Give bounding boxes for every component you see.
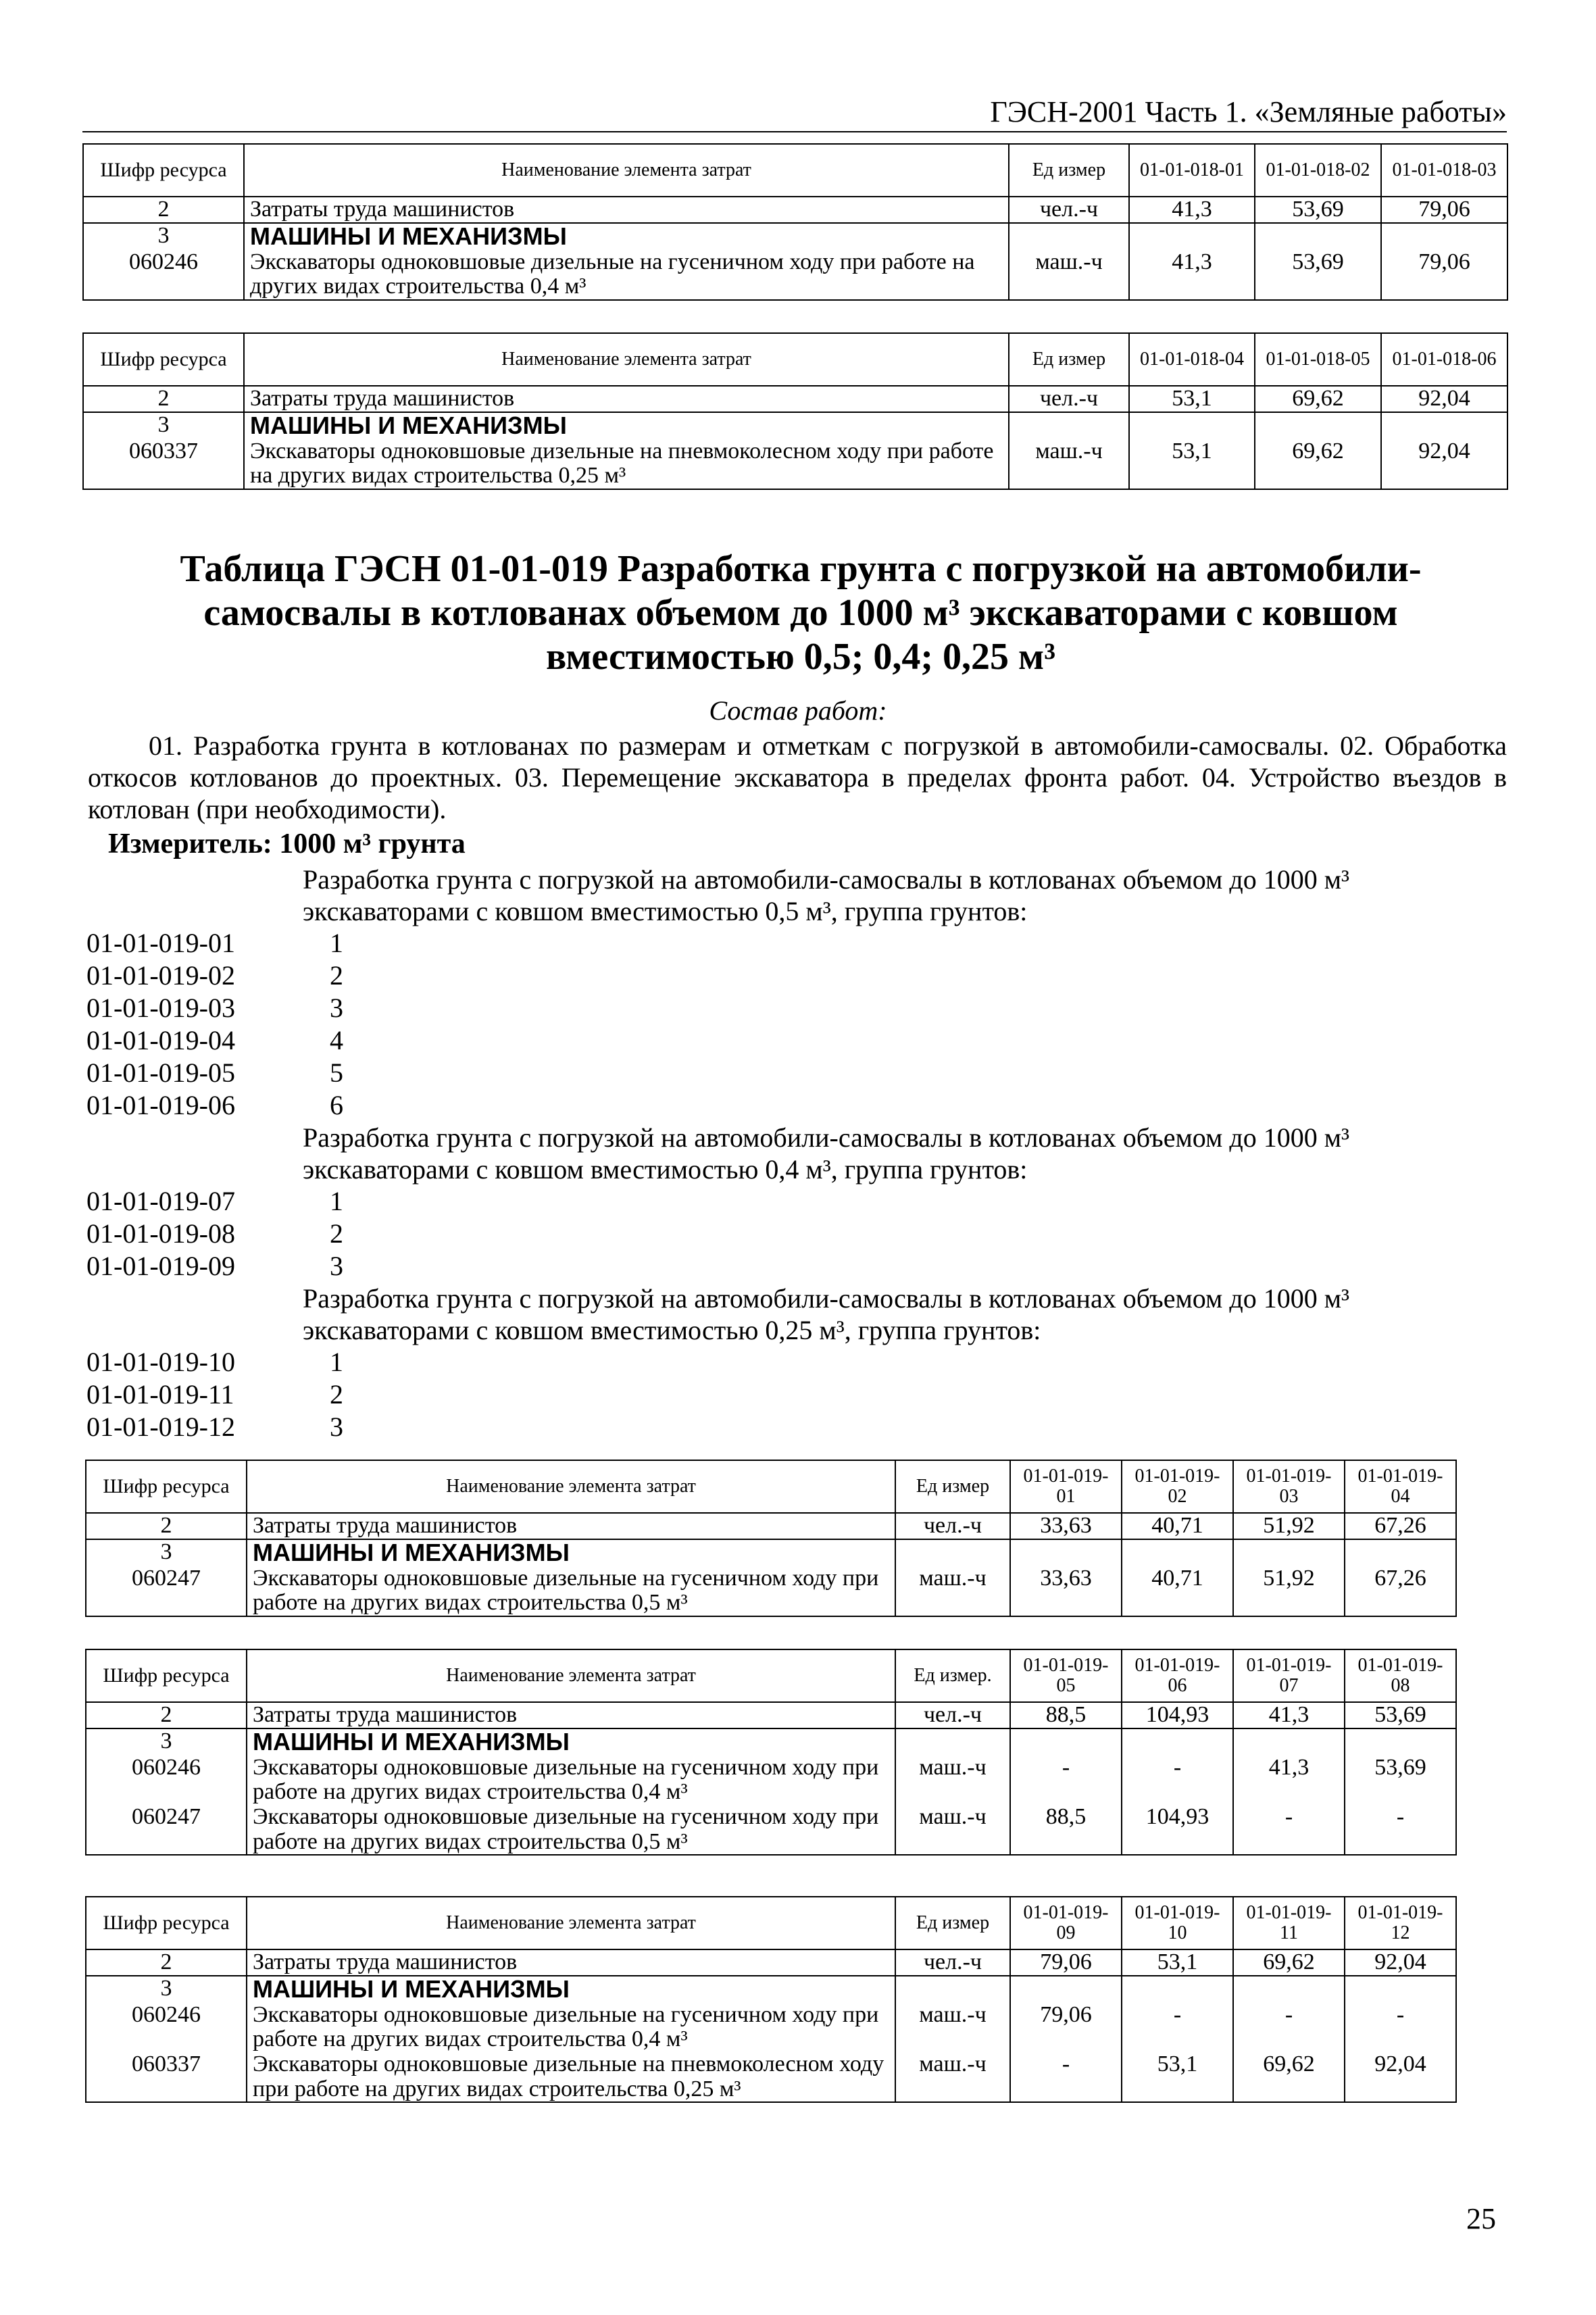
rate-code-row <box>86 928 343 958</box>
rate-code: 01-01-019-01 <box>86 928 235 958</box>
resource-unit: маш.-ч <box>895 1566 1010 1616</box>
col-header-rate: 01-01-019-05 <box>1010 1649 1122 1702</box>
col-header-rate: 01-01-018-06 <box>1381 333 1507 386</box>
rate-code-row <box>86 1186 343 1216</box>
col-header-code: Шифр ресурса <box>86 1897 247 1949</box>
rate-code: 01-01-019-04 <box>86 1025 235 1055</box>
rate-code: 01-01-019-05 <box>86 1057 235 1088</box>
col-header-rate: 01-01-019-10 <box>1122 1897 1233 1949</box>
rate-value: 51,92 <box>1233 1513 1345 1539</box>
composition-label: Состав работ: <box>709 695 887 726</box>
col-header-name: Наименование элемента затрат <box>247 1460 895 1513</box>
col-header-rate: 01-01-019-12 <box>1345 1897 1456 1949</box>
col-header-unit: Ед измер <box>895 1897 1010 1949</box>
rate-value: 53,69 <box>1345 1756 1456 1805</box>
resource-code: 2 <box>86 1949 247 1976</box>
col-header-name: Наименование элемента затрат <box>247 1897 895 1949</box>
resource-unit: маш.-ч <box>1009 439 1129 489</box>
resource-table-019-a <box>85 1460 1457 1617</box>
section-title: МАШИНЫ И МЕХАНИЗМЫ <box>247 1976 895 2003</box>
rate-value: 69,62 <box>1233 2052 1345 2102</box>
soil-group: 2 <box>330 960 343 991</box>
rate-value: 69,62 <box>1233 1949 1345 1976</box>
col-header-rate: 01-01-018-01 <box>1129 144 1255 197</box>
machine-row <box>86 1756 1456 1805</box>
rate-value: 104,93 <box>1122 1805 1233 1855</box>
col-header-unit: Ед измер <box>1009 333 1129 386</box>
section-row <box>83 223 1507 250</box>
rate-code: 01-01-019-10 <box>86 1347 235 1377</box>
rate-value: 88,5 <box>1010 1702 1122 1728</box>
machine-row <box>86 1566 1456 1616</box>
rate-code-row <box>86 1251 343 1281</box>
soil-group: 3 <box>330 1251 343 1281</box>
col-header-code: Шифр ресурса <box>83 333 244 386</box>
group-description: Разработка грунта с погрузкой на автомобили-самосвалы в котлованах объемом до 1000 м³ экскаваторами с ковшом вместимостью 0,4 м³, группа грунтов: <box>303 1122 1350 1185</box>
soil-group: 2 <box>330 1218 343 1249</box>
page-header: ГЭСН-2001 Часть 1. «Земляные работы» <box>990 95 1507 128</box>
section-row <box>86 1976 1456 2003</box>
rate-value: - <box>1010 1756 1122 1805</box>
resource-table-018-b <box>82 332 1508 490</box>
rate-value: 88,5 <box>1010 1805 1122 1855</box>
rate-value: 53,1 <box>1129 439 1255 489</box>
section-code: 3 <box>86 1539 247 1566</box>
col-header-rate: 01-01-019-01 <box>1010 1460 1122 1513</box>
group-description: Разработка грунта с погрузкой на автомобили-самосвалы в котлованах объемом до 1000 м³ экскаваторами с ковшом вместимостью 0,25 м³, группа грунтов: <box>303 1283 1350 1346</box>
resource-name: Экскаваторы одноковшовые дизельные на гусеничном ходу при работе на других видах строительства 0,4 м³ <box>244 250 1009 300</box>
resource-unit: маш.-ч <box>1009 250 1129 300</box>
col-header-rate: 01-01-019-08 <box>1345 1649 1456 1702</box>
rate-code-row <box>86 993 343 1023</box>
header-divider <box>82 131 1507 132</box>
resource-name: Экскаваторы одноковшовые дизельные на гусеничном ходу при работе на других видах строительства 0,5 м³ <box>247 1805 895 1855</box>
section-code: 3 <box>83 223 244 250</box>
section-title: МАШИНЫ И МЕХАНИЗМЫ <box>244 223 1009 250</box>
machine-row <box>86 2052 1456 2102</box>
rate-code: 01-01-019-07 <box>86 1186 235 1216</box>
rate-value: 41,3 <box>1233 1702 1345 1728</box>
group-description: Разработка грунта с погрузкой на автомобили-самосвалы в котлованах объемом до 1000 м³ экскаваторами с ковшом вместимостью 0,5 м³, группа грунтов: <box>303 864 1350 927</box>
machine-row <box>83 439 1507 489</box>
col-header-unit: Ед измер <box>895 1460 1010 1513</box>
resource-unit: маш.-ч <box>895 2003 1010 2052</box>
section-row <box>83 412 1507 439</box>
col-header-code: Шифр ресурса <box>83 144 244 197</box>
rate-value: 53,1 <box>1129 386 1255 412</box>
rate-code-row <box>86 1347 343 1377</box>
resource-name: Затраты труда машинистов <box>244 197 1009 223</box>
rate-value: - <box>1233 2003 1345 2052</box>
rate-value: - <box>1010 2052 1122 2102</box>
rate-code-row <box>86 1412 343 1442</box>
col-header-code: Шифр ресурса <box>86 1460 247 1513</box>
soil-group: 4 <box>330 1025 343 1055</box>
machine-row <box>83 250 1507 300</box>
soil-group: 3 <box>330 993 343 1023</box>
rate-value: 79,06 <box>1381 197 1507 223</box>
soil-group: 6 <box>330 1090 343 1120</box>
rate-code-row <box>86 1090 343 1120</box>
resource-table-018-a <box>82 143 1508 301</box>
resource-unit: чел.-ч <box>895 1513 1010 1539</box>
resource-code: 060337 <box>83 439 244 489</box>
section-title: МАШИНЫ И МЕХАНИЗМЫ <box>247 1539 895 1566</box>
rate-value: - <box>1122 2003 1233 2052</box>
rate-value: - <box>1122 1756 1233 1805</box>
resource-code: 060337 <box>86 2052 247 2102</box>
resource-name: Затраты труда машинистов <box>244 386 1009 412</box>
section-code: 3 <box>83 412 244 439</box>
page-number: 25 <box>1466 2202 1496 2235</box>
section-row <box>86 1728 1456 1756</box>
rate-value: 53,1 <box>1122 1949 1233 1976</box>
rate-code-row <box>86 1025 343 1055</box>
resource-code: 2 <box>83 386 244 412</box>
section-row <box>86 1539 1456 1566</box>
resource-unit: маш.-ч <box>895 2052 1010 2102</box>
col-header-name: Наименование элемента затрат <box>244 144 1009 197</box>
rate-value: 79,06 <box>1010 2003 1122 2052</box>
composition-text: 01. Разработка грунта в котлованах по размерам и отметкам с погрузкой в автомобили-самосвалы. 02. Обработка откосов котлованов до проектных. 03. Перемещение экскаватора в пределах фронта работ. 04. Устройство въездов в котлован (при необходимости). <box>88 730 1507 825</box>
resource-code: 2 <box>83 197 244 223</box>
labor-row <box>86 1702 1456 1728</box>
col-header-rate: 01-01-019-03 <box>1233 1460 1345 1513</box>
rate-value: 53,1 <box>1122 2052 1233 2102</box>
rate-value: 69,62 <box>1255 386 1381 412</box>
soil-group: 2 <box>330 1379 343 1410</box>
resource-name: Затраты труда машинистов <box>247 1702 895 1728</box>
resource-code: 060246 <box>86 1756 247 1805</box>
rate-value: 67,26 <box>1345 1566 1456 1616</box>
rate-value: 41,3 <box>1129 197 1255 223</box>
col-header-rate: 01-01-018-04 <box>1129 333 1255 386</box>
col-header-rate: 01-01-019-09 <box>1010 1897 1122 1949</box>
resource-unit: чел.-ч <box>1009 386 1129 412</box>
rate-value: - <box>1345 1805 1456 1855</box>
labor-row <box>86 1949 1456 1976</box>
soil-group: 5 <box>330 1057 343 1088</box>
labor-row <box>83 386 1507 412</box>
rate-value: 33,63 <box>1010 1566 1122 1616</box>
rate-code: 01-01-019-06 <box>86 1090 235 1120</box>
rate-value: - <box>1233 1805 1345 1855</box>
rate-code-row <box>86 960 343 991</box>
resource-code: 2 <box>86 1513 247 1539</box>
soil-group: 1 <box>330 1186 343 1216</box>
resource-name: Экскаваторы одноковшовые дизельные на гусеничном ходу при работе на других видах строительства 0,4 м³ <box>247 2003 895 2052</box>
resource-name: Затраты труда машинистов <box>247 1949 895 1976</box>
rate-value: 40,71 <box>1122 1566 1233 1616</box>
resource-unit: чел.-ч <box>895 1949 1010 1976</box>
section-title: МАШИНЫ И МЕХАНИЗМЫ <box>247 1728 895 1756</box>
col-header-rate: 01-01-018-02 <box>1255 144 1381 197</box>
rate-value: 79,06 <box>1010 1949 1122 1976</box>
rate-value: 53,69 <box>1255 250 1381 300</box>
rate-value: 41,3 <box>1129 250 1255 300</box>
resource-table-019-c <box>85 1896 1457 2103</box>
col-header-rate: 01-01-019-04 <box>1345 1460 1456 1513</box>
rate-value: 53,69 <box>1345 1702 1456 1728</box>
resource-name: Экскаваторы одноковшовые дизельные на гусеничном ходу при работе на других видах строительства 0,5 м³ <box>247 1566 895 1616</box>
resource-code: 060246 <box>83 250 244 300</box>
rate-code-row <box>86 1218 343 1249</box>
col-header-rate: 01-01-018-05 <box>1255 333 1381 386</box>
soil-group: 3 <box>330 1412 343 1442</box>
measure-unit: Измеритель: 1000 м³ грунта <box>108 828 466 860</box>
col-header-unit: Ед измер. <box>895 1649 1010 1702</box>
resource-name: Экскаваторы одноковшовые дизельные на пневмоколесном ходу при работе на других видах строительства 0,25 м³ <box>244 439 1009 489</box>
resource-code: 060247 <box>86 1805 247 1855</box>
resource-name: Экскаваторы одноковшовые дизельные на гусеничном ходу при работе на других видах строительства 0,4 м³ <box>247 1756 895 1805</box>
labor-row <box>86 1513 1456 1539</box>
col-header-unit: Ед измер <box>1009 144 1129 197</box>
rate-code: 01-01-019-02 <box>86 960 235 991</box>
rate-code: 01-01-019-08 <box>86 1218 235 1249</box>
labor-row <box>83 197 1507 223</box>
table-title: Таблица ГЭСН 01-01-019 Разработка грунта с погрузкой на автомобили-самосвалы в котлованах объемом до 1000 м³ экскаваторами с ковшом вместимостью 0,5; 0,4; 0,25 м³ <box>180 548 1422 678</box>
resource-unit: маш.-ч <box>895 1756 1010 1805</box>
section-title: МАШИНЫ И МЕХАНИЗМЫ <box>244 412 1009 439</box>
col-header-name: Наименование элемента затрат <box>247 1649 895 1702</box>
section-code: 3 <box>86 1728 247 1756</box>
rate-value: 79,06 <box>1381 250 1507 300</box>
rate-code-row <box>86 1379 343 1410</box>
rate-code: 01-01-019-03 <box>86 993 235 1023</box>
col-header-code: Шифр ресурса <box>86 1649 247 1702</box>
rate-value: 92,04 <box>1381 386 1507 412</box>
rate-value: 51,92 <box>1233 1566 1345 1616</box>
rate-value: 92,04 <box>1381 439 1507 489</box>
resource-code: 2 <box>86 1702 247 1728</box>
col-header-rate: 01-01-018-03 <box>1381 144 1507 197</box>
resource-code: 060247 <box>86 1566 247 1616</box>
resource-name: Затраты труда машинистов <box>247 1513 895 1539</box>
soil-group: 1 <box>330 928 343 958</box>
section-code: 3 <box>86 1976 247 2003</box>
rate-value: 92,04 <box>1345 1949 1456 1976</box>
col-header-rate: 01-01-019-06 <box>1122 1649 1233 1702</box>
resource-unit: чел.-ч <box>1009 197 1129 223</box>
rate-value: 104,93 <box>1122 1702 1233 1728</box>
rate-value: 33,63 <box>1010 1513 1122 1539</box>
rate-value: - <box>1345 2003 1456 2052</box>
resource-unit: маш.-ч <box>895 1805 1010 1855</box>
col-header-rate: 01-01-019-11 <box>1233 1897 1345 1949</box>
resource-name: Экскаваторы одноковшовые дизельные на пневмоколесном ходу при работе на других видах строительства 0,25 м³ <box>247 2052 895 2102</box>
soil-group: 1 <box>330 1347 343 1377</box>
rate-code-row <box>86 1057 343 1088</box>
rate-code: 01-01-019-09 <box>86 1251 235 1281</box>
rate-value: 92,04 <box>1345 2052 1456 2102</box>
rate-value: 40,71 <box>1122 1513 1233 1539</box>
rate-code: 01-01-019-12 <box>86 1412 235 1442</box>
resource-code: 060246 <box>86 2003 247 2052</box>
machine-row <box>86 2003 1456 2052</box>
rate-value: 53,69 <box>1255 197 1381 223</box>
col-header-rate: 01-01-019-07 <box>1233 1649 1345 1702</box>
resource-table-019-b <box>85 1649 1457 1856</box>
resource-unit: чел.-ч <box>895 1702 1010 1728</box>
machine-row <box>86 1805 1456 1855</box>
rate-value: 67,26 <box>1345 1513 1456 1539</box>
rate-code: 01-01-019-11 <box>86 1379 234 1410</box>
col-header-name: Наименование элемента затрат <box>244 333 1009 386</box>
rate-value: 69,62 <box>1255 439 1381 489</box>
col-header-rate: 01-01-019-02 <box>1122 1460 1233 1513</box>
rate-value: 41,3 <box>1233 1756 1345 1805</box>
